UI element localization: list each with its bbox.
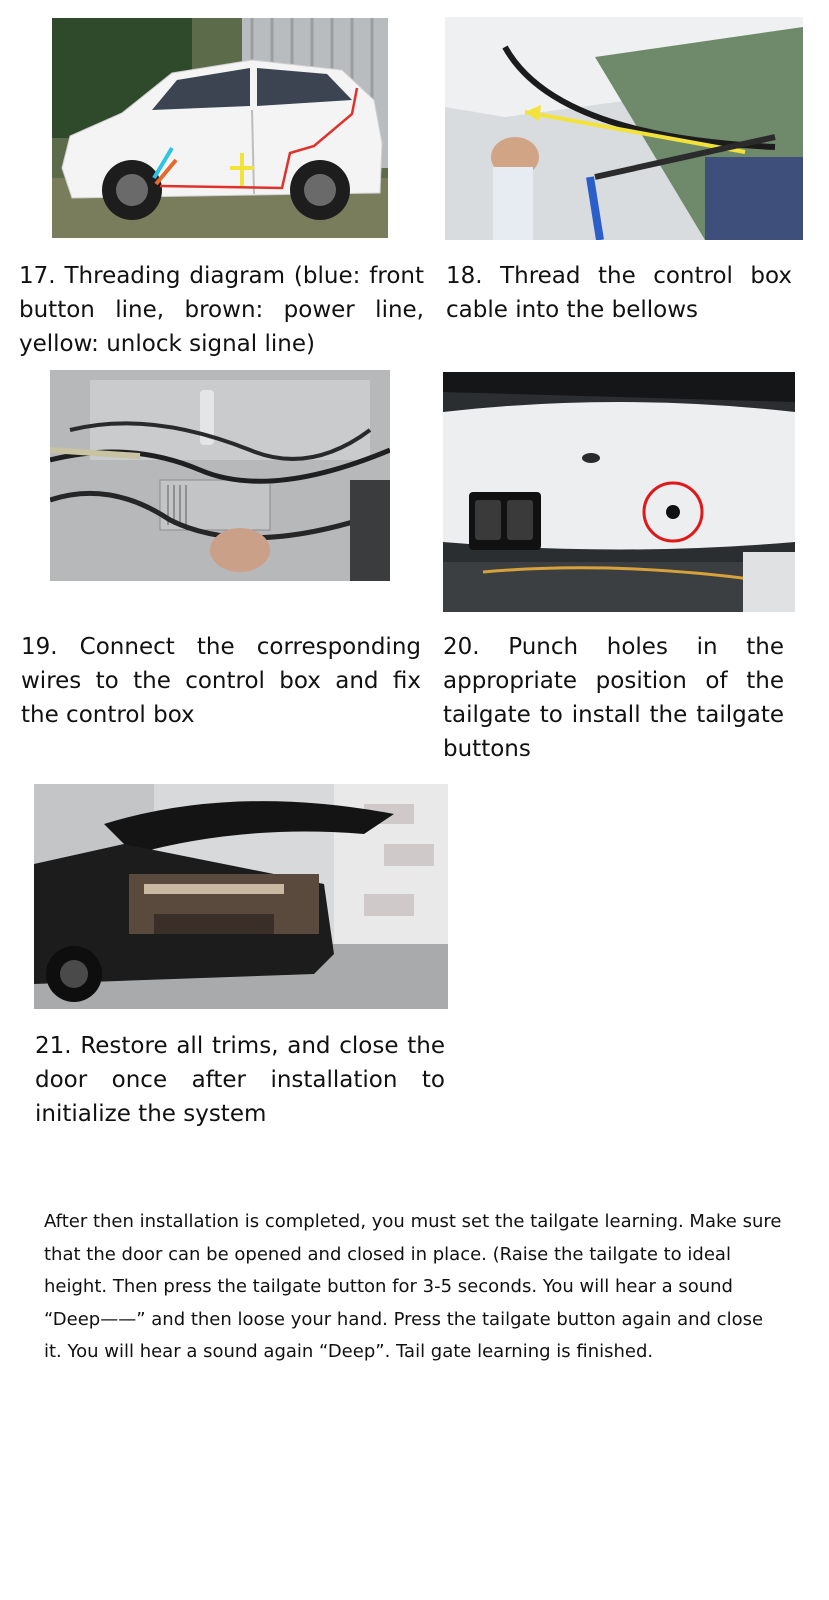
step-17-photo bbox=[52, 18, 388, 238]
step-20-photo bbox=[443, 372, 795, 612]
step-19-photo bbox=[50, 370, 390, 581]
step-17-caption: 17. Threading diagram (blue: front button line, brown: power line, yellow: unlock signal line) bbox=[19, 263, 424, 357]
step-21-photo bbox=[34, 784, 448, 1009]
tailgate-learning-note: After then installation is completed, you must set the tailgate learning. Make sure that the door can be opened and closed in place. (Raise the tailgate to ideal height. Then press the tailgate button for 3-5 seconds. You will hear a sound “Deep——” and then loose your hand. Press the tailgate button again and close it. You will hear a sound again “Deep”. Tail gate learning is finished. bbox=[44, 1211, 782, 1362]
step-21-caption: 21. Restore all trims, and close the door once after installation to initialize the system bbox=[35, 1033, 445, 1127]
step-18-caption: 18. Thread the control box cable into the bellows bbox=[446, 263, 792, 323]
black-suv-open-tailgate-illustration bbox=[34, 784, 448, 1009]
white-suv-wiring-illustration bbox=[52, 18, 388, 238]
step-19-caption: 19. Connect the corresponding wires to the control box and fix the control box bbox=[21, 634, 421, 728]
tailgate-cable-threading-illustration bbox=[445, 17, 803, 240]
step-18-photo bbox=[445, 17, 803, 240]
control-box-wiring-illustration bbox=[50, 370, 390, 581]
tailgate-button-hole-illustration bbox=[443, 372, 795, 612]
step-20-caption: 20. Punch holes in the appropriate position of the tailgate to install the tailgate buttons bbox=[443, 634, 784, 762]
